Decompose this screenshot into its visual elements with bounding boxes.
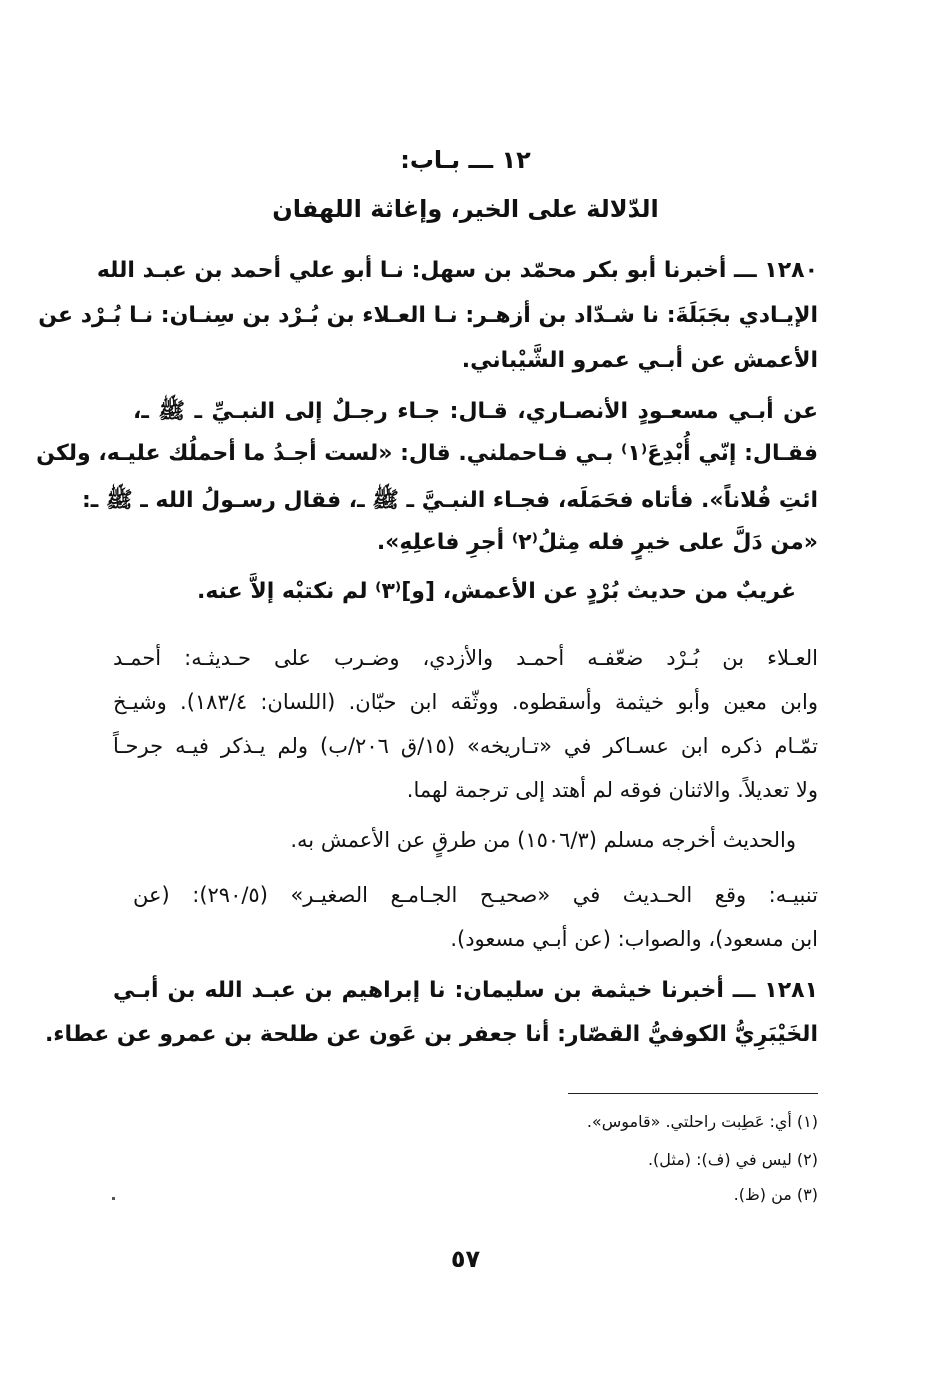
hadith-1280-remark: غريبٌ من حديث بُرْدٍ عن الأعمش، [و]⁽٣⁾ لم نكتبْه إلاَّ عنه. [196, 579, 796, 604]
hadith-1280-line-1: ١٢٨٠ ـــ أخبرنا أبو بكر محمّد بن سهل: نـا أبو علي أحمد بن عبـد الله [96, 258, 818, 283]
hadith-1280-line-2: الإيـادي بجَبَلَةَ: نا شـدّاد بن أزهـر: نـا العـلاء بن بُـرْد بن سِنـان: نـا بُـرْد عن [38, 303, 818, 328]
hadith-1280-line-3: الأعمش عن أبـي عمرو الشَّيْباني. [461, 348, 818, 373]
chapter-heading: ١٢ ـــ بـاب: [400, 146, 531, 174]
scan-speck [112, 1197, 115, 1200]
hadith-1281-line-2: الخَيْبَرِيُّ الكوفيُّ القصّار: أنا جعفر بن عَون عن طلحة بن عمرو عن عطاء. [44, 1022, 818, 1047]
hadith-1281-line-1: ١٢٨١ ـــ أخبرنا خيثمة بن سليمان: نا إبراهيم بن عبـد الله بن أبـي [113, 978, 818, 1003]
footnote-1: (١) أي: عَطِبت راحلتي. «قاموس». [586, 1112, 818, 1131]
hadith-1280-matn-3: ائتِ فُلاناً». فأتاه فحَمَلَه، فجـاء النبـيَّ ـ ﷺ ـ، فقال رسـولُ الله ـ ﷺ ـ: [81, 488, 818, 513]
chapter-title: الدّلالة على الخير، وإغاثة اللهفان [272, 195, 659, 223]
commentary-para3-line-2: ابن مسعود)، والصواب: (عن أبـي مسعود). [450, 927, 818, 951]
commentary-para1-line-4: ولا تعديلاً. والاثنان فوقه لم أهتد إلى ترجمة لهما. [406, 778, 818, 802]
commentary-para3-line-1: تنبيـه: وقع الحـديث في «صحيـح الجـامـع الصغيـر» (٢٩٠/٥): (عن [133, 883, 818, 907]
commentary-para1-line-1: العـلاء بن بُـرْد ضعّفـه أحمـد والأزدي، وضـرب على حـديثـه: أحمـد [113, 646, 818, 670]
page-number: ٥٧ [450, 1245, 481, 1273]
commentary-para2: والحديث أخرجه مسلم (١٥٠٦/٣) من طرقٍ عن الأعمش به. [290, 828, 796, 852]
hadith-1280-matn-1: عن أبـي مسعـودٍ الأنصـاري، قـال: جـاء رجـلٌ إلى النبـيِّ ـ ﷺ ـ، [133, 399, 818, 424]
footnote-3: (٣) من (ظ). [733, 1185, 818, 1204]
commentary-para1-line-3: تمّـام ذكره ابن عسـاكر في «تـاريخه» (١٥/ق ٢٠٦/ب) ولم يـذكر فيـه جرحـاً [113, 734, 818, 758]
footnote-separator [568, 1093, 818, 1094]
hadith-1280-matn-4: «من دَلَّ على خيرٍ فله مِثلُ⁽٢⁾ أجرِ فاعلِهِ». [376, 530, 818, 555]
commentary-para1-line-2: وابن معين وأبو خيثمة وأسقطوه. ووثّقه ابن حبّان. (اللسان: ١٨٣/٤). وشيـخ [113, 690, 818, 714]
hadith-1280-matn-2: فقـال: إنّي أُبْدِعَ⁽١⁾ بـي فـاحملني. قال: «لست أجـدُ ما أحملُك عليـه، ولكن [36, 441, 818, 466]
footnote-2: (٢) ليس في (ف): (مثل). [647, 1150, 818, 1169]
